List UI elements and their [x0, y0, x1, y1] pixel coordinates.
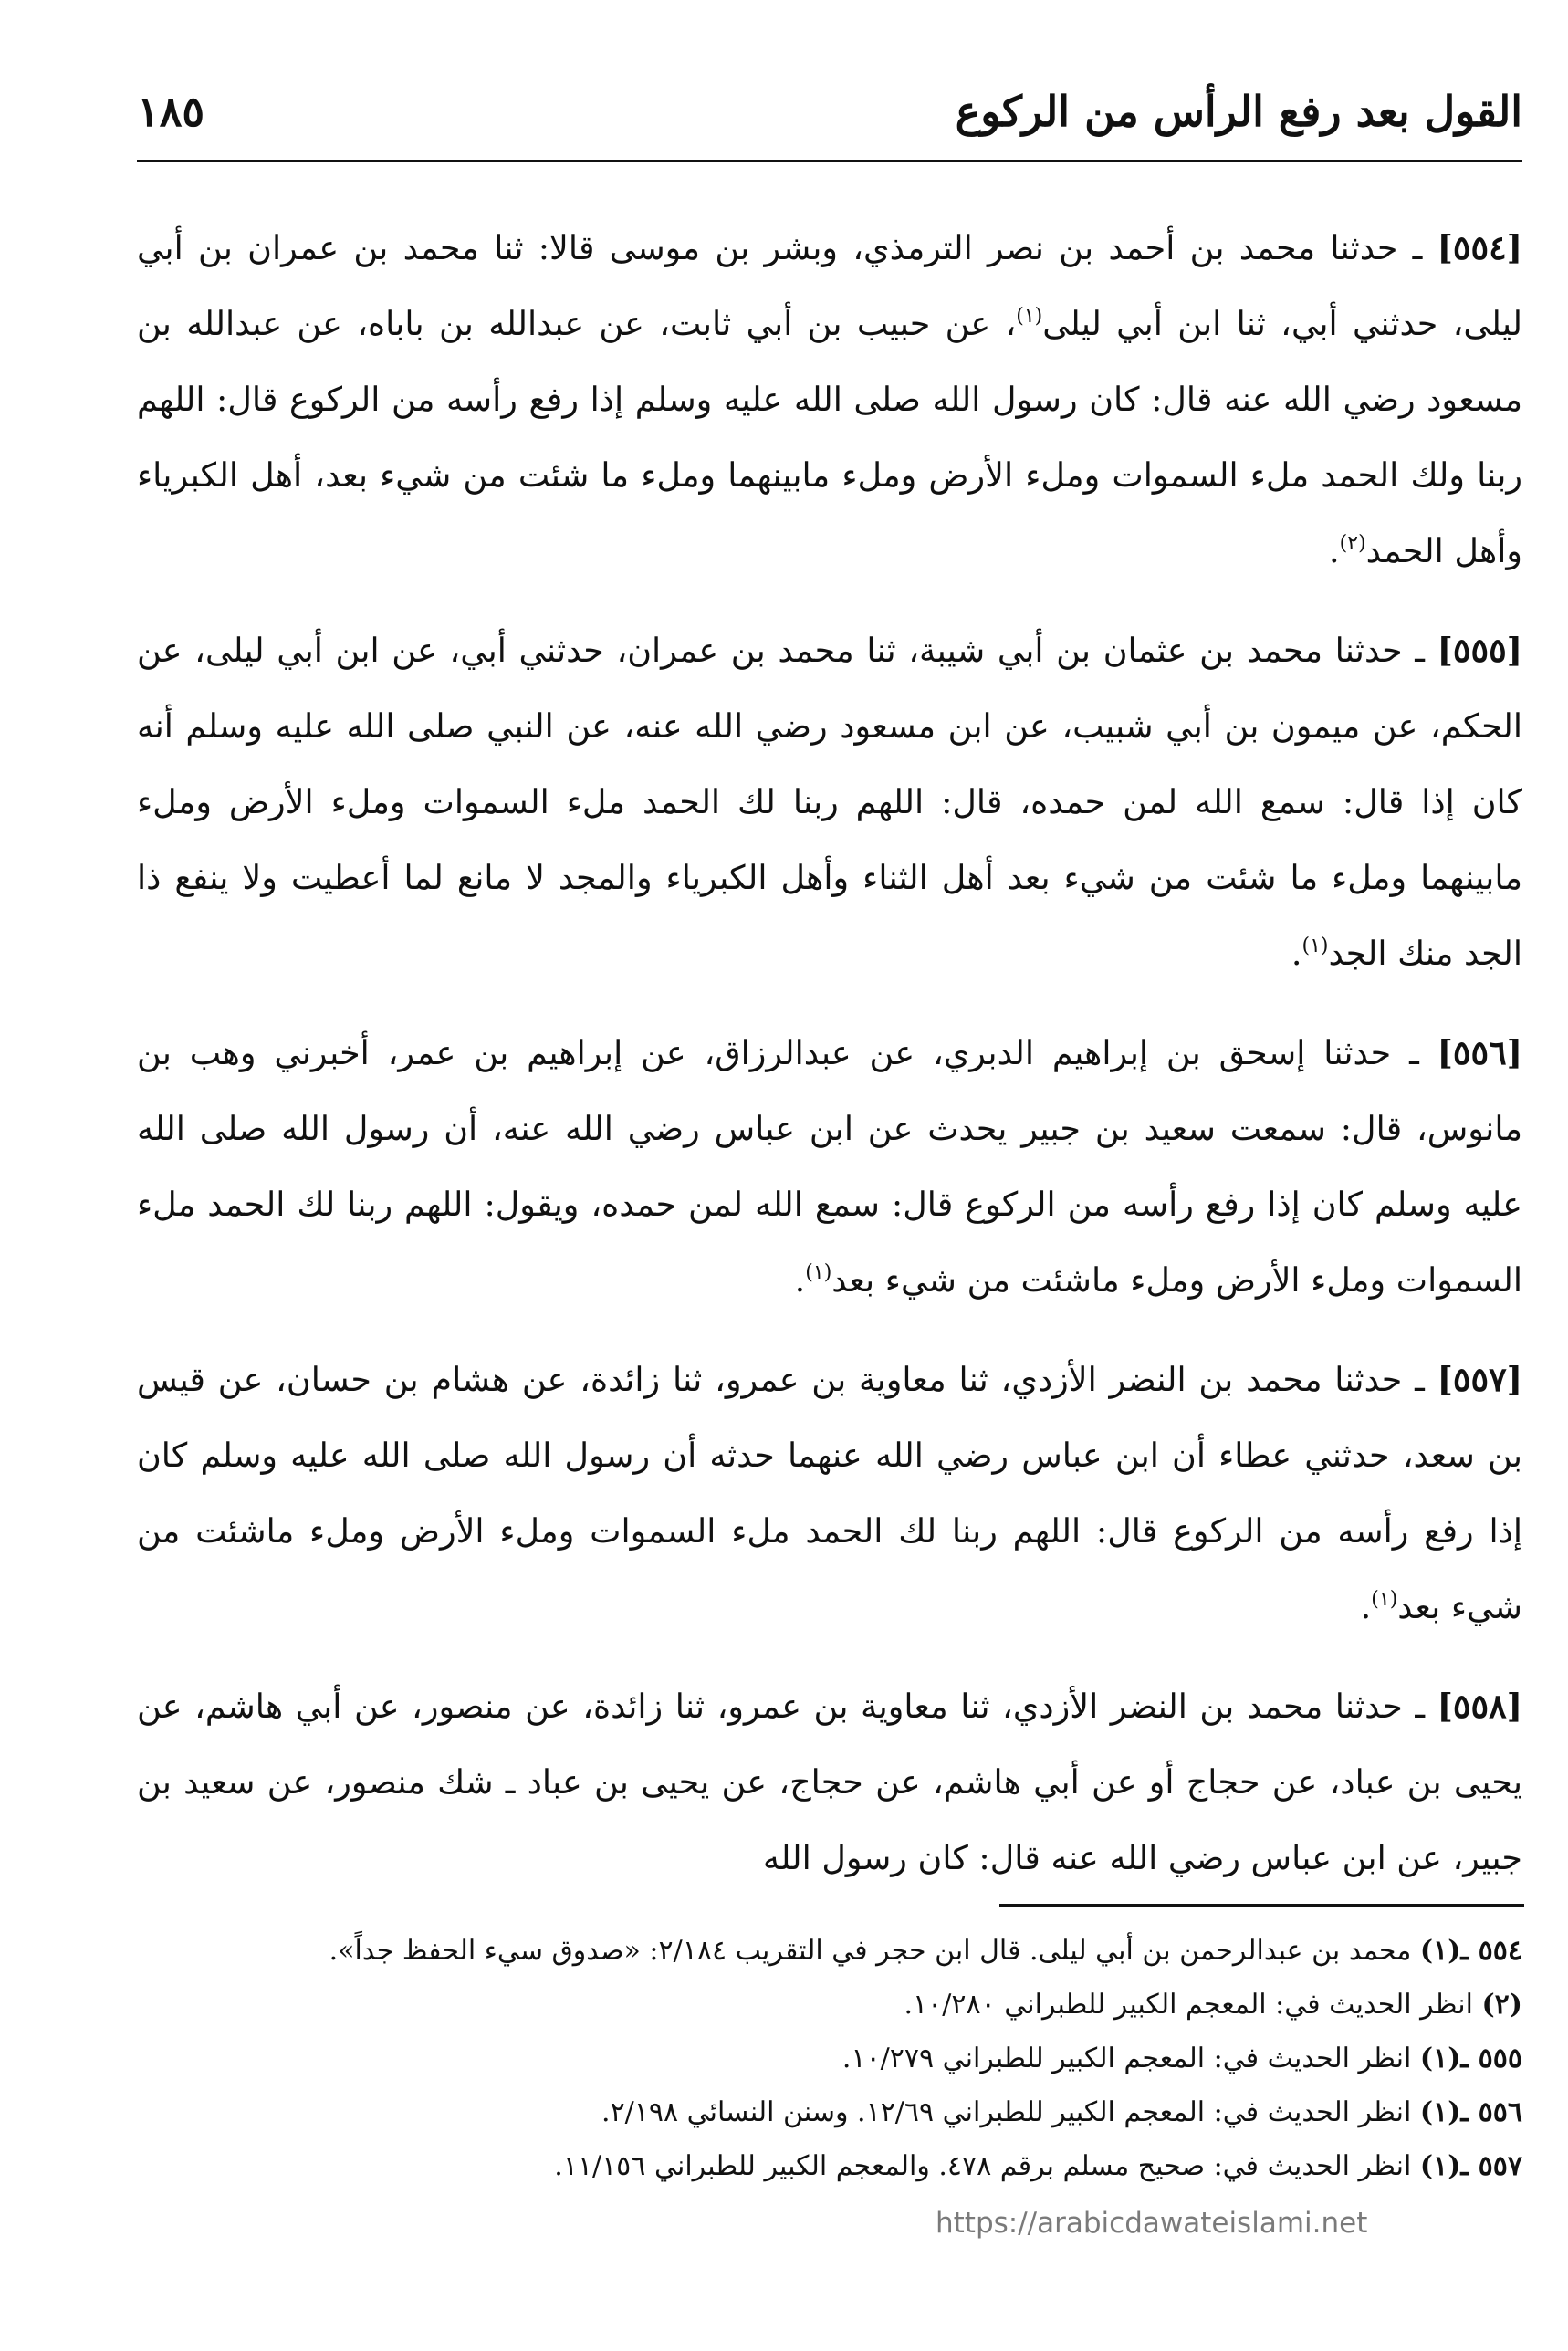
main-text	[137, 210, 1522, 1919]
footnote-554-1	[137, 1924, 1522, 1978]
hadith-text: ـ حدثنا إسحق بن إبراهيم الدبري، عن عبدالرزاق، عن إبراهيم بن عمر، أخبرني وهب بن مانوس، قال: سمعت سعيد بن جبير يحدث عن ابن عباس رضي الله عنه، أن رسول الله صلى الله عليه وسلم كان إذا رفع رأسه من الركوع قال: سمع الله لمن حمده، ويقول: اللهم ربنا لك الحمد ملء السموات وملء الأرض وملء ماشئت من شيء بعد	[137, 1033, 1522, 1300]
hadith-text-cont: ، عن حبيب بن أبي ثابت، عن عبدالله بن باباه، عن عبدالله بن مسعود رضي الله عنه قال: كان رسول الله صلى الله عليه وسلم إذا رفع رأسه من الركوع قال: اللهم ربنا ولك الحمد ملء السموات وملء الأرض وملء مابينهما وملء ما شئت من شيء بعد، أهل الكبرياء وأهل الحمد	[137, 304, 1522, 570]
hadith-554	[137, 210, 1522, 589]
page-header	[137, 87, 1522, 160]
footnote-marker: ٥٥٧ ـ(١)	[1419, 2150, 1522, 2182]
footnote-marker: ٥٥٥ ـ(١)	[1419, 2043, 1522, 2074]
footnote-ref: (١)	[805, 1261, 832, 1284]
footnote-marker: ٥٥٤ ـ(١)	[1419, 1935, 1522, 1967]
footnote-text: محمد بن عبدالرحمن بن أبي ليلى. قال ابن حجر في التقريب ٢/١٨٤: «صدوق سيء الحفظ جداً».	[329, 1935, 1420, 1967]
running-title: القول بعد رفع الرأس من الركوع	[955, 87, 1522, 136]
hadith-number: [٥٥٥]	[1437, 631, 1522, 670]
hadith-558	[137, 1668, 1522, 1896]
hadith-number: [٥٥٦]	[1437, 1033, 1522, 1072]
footnotes	[137, 1924, 1522, 2193]
hadith-text-end: .	[1291, 934, 1302, 973]
footnote-ref: (٢)	[1339, 532, 1366, 555]
watermark-url: https://arabicdawateislami.net	[936, 2207, 1368, 2240]
hadith-text-end: .	[794, 1260, 806, 1300]
hadith-text: ـ حدثنا محمد بن النضر الأزدي، ثنا معاوية بن عمرو، ثنا زائدة، عن هشام بن حسان، عن قيس بن سعد، حدثني عطاء أن ابن عباس رضي الله عنهما حدثه أن رسول الله صلى الله عليه وسلم كان إذا رفع رأسه من الركوع قال: اللهم ربنا لك الحمد ملء السموات وملء الأرض وملء ماشئت من شيء بعد	[137, 1360, 1522, 1626]
hadith-number: [٥٥٤]	[1437, 228, 1522, 267]
footnote-555-1	[137, 2032, 1522, 2085]
footnote-554-2	[137, 1978, 1522, 2032]
footnote-ref: (١)	[1301, 935, 1329, 957]
hadith-number: [٥٥٨]	[1437, 1687, 1522, 1726]
hadith-555	[137, 612, 1522, 991]
page-number: ١٨٥	[137, 87, 205, 136]
hadith-text-end: .	[1329, 531, 1340, 570]
hadith-number: [٥٥٧]	[1437, 1360, 1522, 1399]
footnote-text: انظر الحديث في: المعجم الكبير للطبراني ١٠/٢٨٠.	[904, 1989, 1482, 2021]
hadith-556	[137, 1015, 1522, 1318]
hadith-text-end: .	[1360, 1587, 1372, 1626]
footnote-text: انظر الحديث في: المعجم الكبير للطبراني ١٢/٦٩. وسنن النسائي ٢/١٩٨.	[601, 2096, 1420, 2128]
footnote-text: انظر الحديث في: صحيح مسلم برقم ٤٧٨. والمعجم الكبير للطبراني ١١/١٥٦.	[554, 2150, 1420, 2182]
footnote-556-1	[137, 2085, 1522, 2139]
footnote-marker: (٢)	[1481, 1989, 1522, 2021]
hadith-text: ـ حدثنا محمد بن النضر الأزدي، ثنا معاوية بن عمرو، ثنا زائدة، عن منصور، عن أبي هاشم، عن يحيى بن عباد، عن حجاج أو عن أبي هاشم، عن حجاج، عن يحيى بن عباد ـ شك منصور، عن سعيد بن جبير، عن ابن عباس رضي الله عنه قال: كان رسول الله	[137, 1687, 1522, 1877]
footnote-ref: (١)	[1016, 305, 1043, 328]
footnote-ref: (١)	[1371, 1588, 1398, 1611]
hadith-557	[137, 1342, 1522, 1645]
header-rule	[137, 160, 1522, 162]
footnote-557-1	[137, 2139, 1522, 2193]
footnote-marker: ٥٥٦ ـ(١)	[1419, 2096, 1522, 2128]
footnote-separator	[999, 1904, 1524, 1907]
footnote-text: انظر الحديث في: المعجم الكبير للطبراني ١٠/٢٧٩.	[841, 2043, 1420, 2074]
hadith-text: ـ حدثنا محمد بن أحمد بن نصر الترمذي، وبشر بن موسى قالا: ثنا محمد بن عمران بن أبي ليلى، حدثني أبي، ثنا ابن أبي ليلى	[137, 228, 1522, 343]
hadith-text: ـ حدثنا محمد بن عثمان بن أبي شيبة، ثنا محمد بن عمران، حدثني أبي، عن ابن أبي ليلى، عن الحكم، عن ميمون بن أبي شبيب، عن ابن مسعود رضي الله عنه، عن النبي صلى الله عليه وسلم أنه كان إذا قال: سمع الله لمن حمده، قال: اللهم ربنا لك الحمد ملء السموات وملء الأرض وملء مابينهما وملء ما شئت من شيء بعد أهل الثناء وأهل الكبرياء والمجد لا مانع لما أعطيت ولا ينفع ذا الجد منك الجد	[137, 631, 1522, 973]
